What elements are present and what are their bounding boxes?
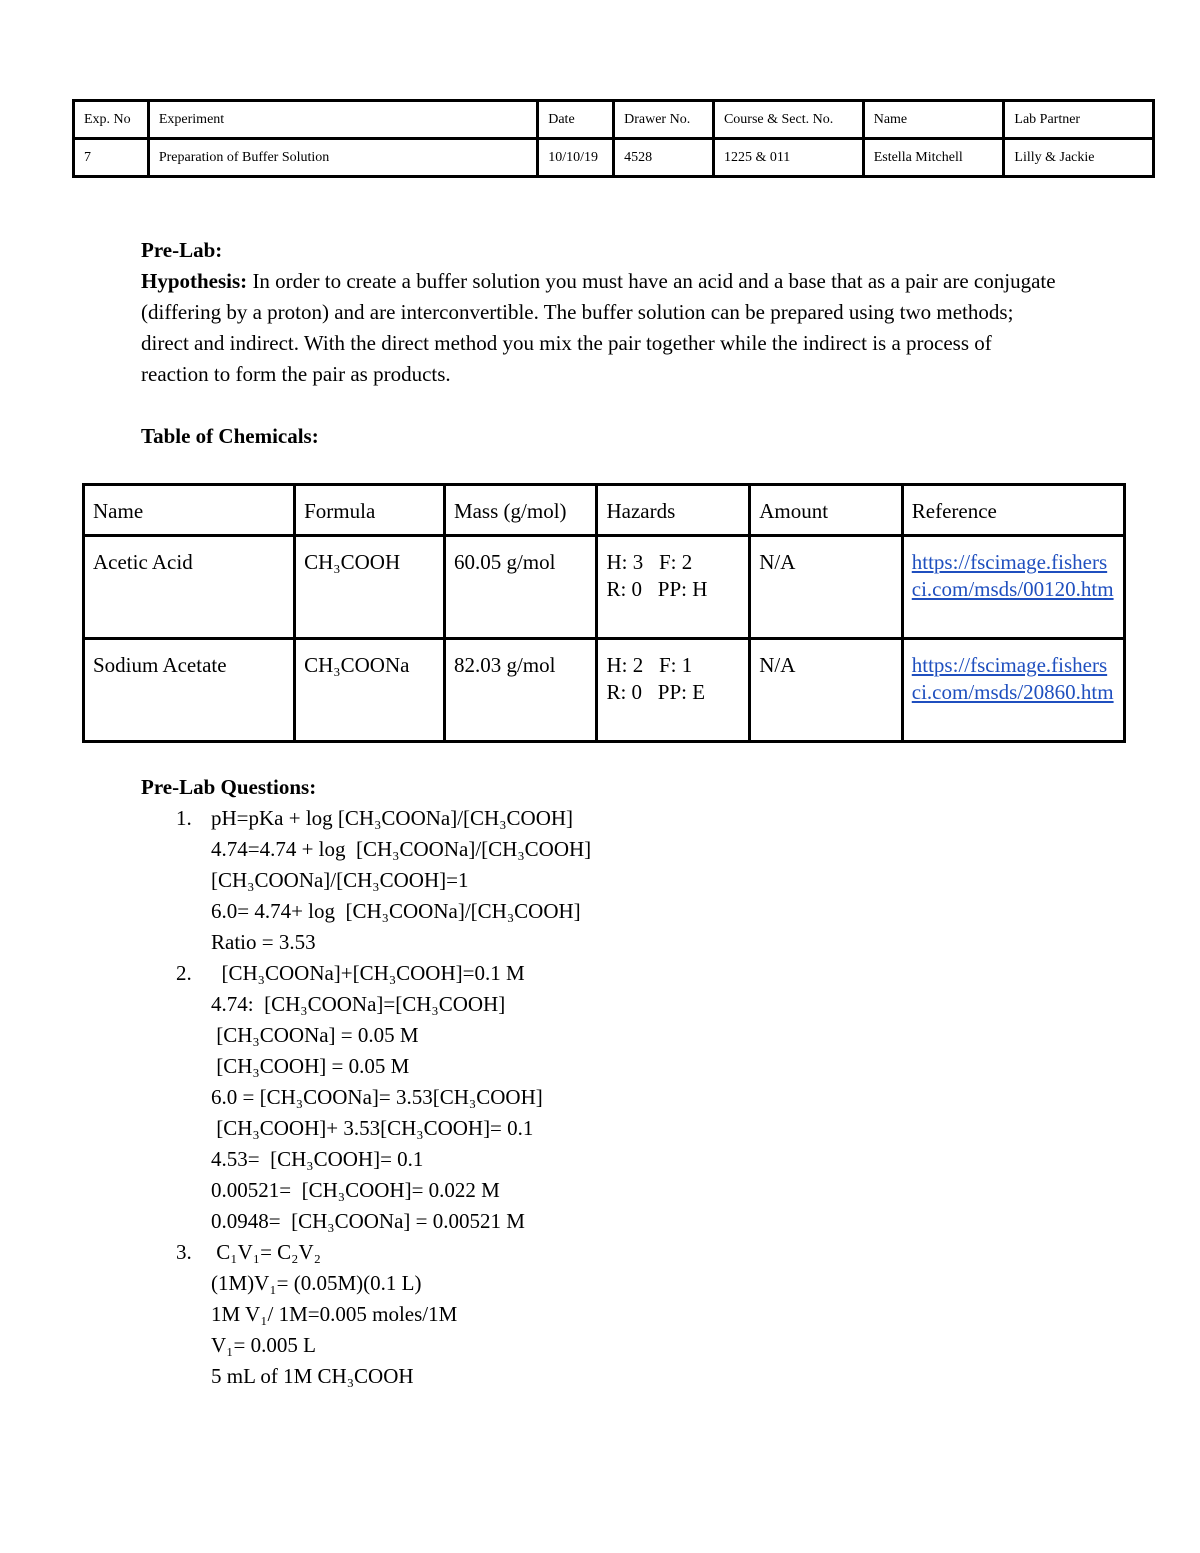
question-item — [141, 958, 1041, 1237]
equation-line: C₁V₁= C₂V₂ — [211, 1240, 321, 1264]
equation-line: [CH₃COONa]+[CH₃COOH]=0.1 M — [211, 961, 525, 985]
info-value-name: Estella Mitchell — [863, 139, 1004, 177]
chem-reference — [902, 536, 1124, 639]
question-number: 3. — [176, 1240, 192, 1264]
chem-header-amount: Amount — [750, 485, 903, 536]
chem-reference — [902, 639, 1124, 742]
info-value-date: 10/10/19 — [538, 139, 614, 177]
hypothesis-text: In order to create a buffer solution you must have an acid and a base that as a pair are conjugate (differing by a proton) and are interconvertible. The buffer solution can be prepared using two methods; direct and indirect. With the direct method you mix the pair together while the indirect is a process of reaction to form the pair as products. — [141, 269, 1056, 386]
info-header-drawer-no: Drawer No. — [614, 101, 714, 139]
chem-formula: CH₃COOH — [295, 536, 445, 639]
info-value-row — [74, 139, 1154, 177]
equation-line: (1M)V₁= (0.05M)(0.1 L) — [211, 1271, 422, 1295]
question-number: 1. — [176, 806, 192, 830]
chemicals-title: Table of Chemicals: — [141, 424, 319, 448]
chem-header-reference: Reference — [902, 485, 1124, 536]
chemicals-table — [82, 483, 1126, 743]
equation-line: [CH₃COOH] = 0.05 M — [211, 1054, 410, 1078]
msds-link[interactable]: https://fscimage.fishersci.com/msds/20860.htm — [911, 653, 1114, 704]
info-header-course-sect: Course & Sect. No. — [713, 101, 863, 139]
info-header-exp-no: Exp. No — [74, 101, 149, 139]
info-header-lab-partner: Lab Partner — [1004, 101, 1154, 139]
chem-name: Acetic Acid — [84, 536, 295, 639]
chem-mass: 82.03 g/mol — [444, 639, 597, 742]
question-number: 2. — [176, 961, 192, 985]
info-header-row — [74, 101, 1154, 139]
equation-line: pH=pKa + log [CH₃COONa]/[CH₃COOH] — [211, 806, 574, 830]
hazards-line: H: 3 F: 2 — [606, 550, 693, 574]
info-value-lab-partner: Lilly & Jackie — [1004, 139, 1154, 177]
info-value-exp-no: 7 — [74, 139, 149, 177]
equation-line: 0.00521= [CH₃COOH]= 0.022 M — [211, 1178, 500, 1202]
prelab-section — [141, 235, 1061, 390]
chemicals-header-row — [84, 485, 1125, 536]
experiment-info-table — [72, 99, 1155, 178]
equation-line: 6.0 = [CH₃COONa]= 3.53[CH₃COOH] — [211, 1085, 543, 1109]
equation-line: 4.74=4.74 + log [CH₃COONa]/[CH₃COOH] — [211, 837, 592, 861]
chem-mass: 60.05 g/mol — [444, 536, 597, 639]
info-value-experiment: Preparation of Buffer Solution — [148, 139, 537, 177]
equation-line: Ratio = 3.53 — [211, 930, 316, 954]
hypothesis-label: Hypothesis: — [141, 269, 248, 293]
equation-line: 4.74: [CH₃COONa]=[CH₃COOH] — [211, 992, 506, 1016]
equation-line: V₁= 0.005 L — [211, 1333, 316, 1357]
hazards-line: R: 0 PP: H — [606, 577, 708, 601]
chem-amount: N/A — [750, 536, 903, 639]
prelab-title: Pre-Lab: — [141, 238, 223, 262]
table-row — [84, 536, 1125, 639]
info-header-name: Name — [863, 101, 1004, 139]
equation-line: 5 mL of 1M CH₃COOH — [211, 1364, 414, 1388]
chem-header-mass: Mass (g/mol) — [444, 485, 597, 536]
hazards-line: R: 0 PP: E — [606, 680, 706, 704]
info-header-experiment: Experiment — [148, 101, 537, 139]
equation-line: 1M V₁/ 1M=0.005 moles/1M — [211, 1302, 458, 1326]
equation-line: 4.53= [CH₃COOH]= 0.1 — [211, 1147, 424, 1171]
question-item — [141, 1237, 1041, 1392]
chem-formula: CH₃COONa — [295, 639, 445, 742]
prelab-questions — [141, 772, 1041, 1392]
info-value-drawer-no: 4528 — [614, 139, 714, 177]
chem-header-formula: Formula — [295, 485, 445, 536]
equation-line: [CH₃COONa] = 0.05 M — [211, 1023, 419, 1047]
info-value-course-sect: 1225 & 011 — [713, 139, 863, 177]
questions-title: Pre-Lab Questions: — [141, 775, 317, 799]
chem-amount: N/A — [750, 639, 903, 742]
hypothesis-paragraph — [141, 266, 1061, 390]
question-item — [141, 803, 1041, 958]
chem-header-name: Name — [84, 485, 295, 536]
equation-line: [CH₃COOH]+ 3.53[CH₃COOH]= 0.1 — [211, 1116, 534, 1140]
chem-name: Sodium Acetate — [84, 639, 295, 742]
msds-link[interactable]: https://fscimage.fishersci.com/msds/00120.htm — [911, 550, 1114, 601]
chem-header-hazards: Hazards — [597, 485, 750, 536]
table-row — [84, 639, 1125, 742]
chem-hazards — [597, 639, 750, 742]
info-header-date: Date — [538, 101, 614, 139]
chem-hazards — [597, 536, 750, 639]
equation-line: [CH₃COONa]/[CH₃COOH]=1 — [211, 868, 469, 892]
equation-line: 0.0948= [CH₃COONa] = 0.00521 M — [211, 1209, 525, 1233]
equation-line: 6.0= 4.74+ log [CH₃COONa]/[CH₃COOH] — [211, 899, 581, 923]
hazards-line: H: 2 F: 1 — [606, 653, 693, 677]
